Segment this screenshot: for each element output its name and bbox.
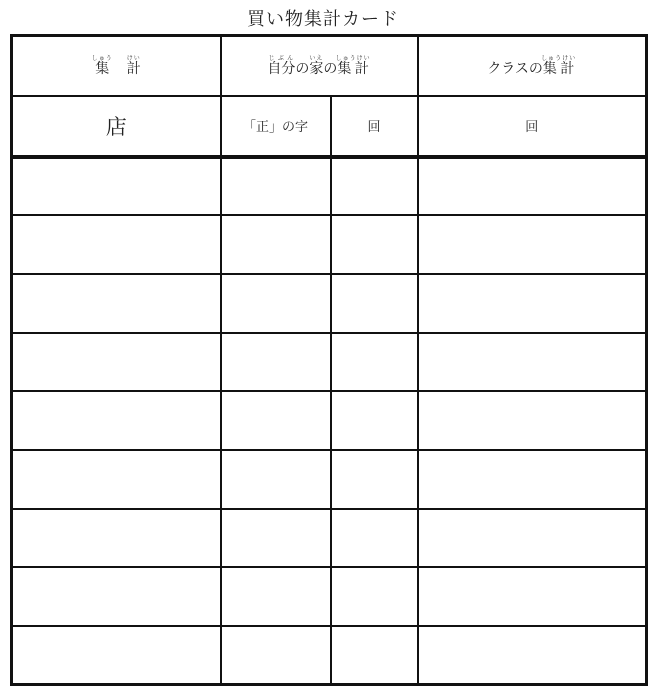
shop-cell[interactable]	[12, 626, 221, 685]
tally-cell[interactable]	[221, 567, 331, 626]
count-cell[interactable]	[331, 567, 418, 626]
count-cell[interactable]	[331, 274, 418, 333]
shop-cell[interactable]	[12, 333, 221, 392]
header-class-count-unit: 回	[418, 96, 647, 157]
tally-kanji-2: 計けい	[126, 55, 141, 78]
class-count-cell[interactable]	[418, 333, 647, 392]
tally-cell[interactable]	[221, 157, 331, 216]
header-shop: 店	[12, 96, 221, 157]
shop-cell[interactable]	[12, 509, 221, 568]
tally-cell[interactable]	[221, 274, 331, 333]
class-count-cell[interactable]	[418, 450, 647, 509]
tally-cell[interactable]	[221, 626, 331, 685]
entry-row	[12, 509, 647, 568]
count-cell[interactable]	[331, 450, 418, 509]
header-tally-char: 「正」の字	[221, 96, 331, 157]
header-count-unit: 回	[331, 96, 418, 157]
tally-cell[interactable]	[221, 450, 331, 509]
count-cell[interactable]	[331, 509, 418, 568]
count-cell[interactable]	[331, 215, 418, 274]
count-cell[interactable]	[331, 391, 418, 450]
count-cell[interactable]	[331, 333, 418, 392]
class-count-cell[interactable]	[418, 509, 647, 568]
tally-cell[interactable]	[221, 509, 331, 568]
entry-row	[12, 157, 647, 216]
shop-cell[interactable]	[12, 391, 221, 450]
class-count-cell[interactable]	[418, 215, 647, 274]
shop-cell[interactable]	[12, 274, 221, 333]
count-cell[interactable]	[331, 626, 418, 685]
tally-kanji-1: 集しゅう	[91, 55, 113, 78]
entry-row	[12, 450, 647, 509]
tally-cell[interactable]	[221, 391, 331, 450]
shop-cell[interactable]	[12, 157, 221, 216]
entry-row	[12, 274, 647, 333]
shop-cell[interactable]	[12, 450, 221, 509]
shop-cell[interactable]	[12, 215, 221, 274]
header-tally	[12, 36, 221, 97]
shop-cell[interactable]	[12, 567, 221, 626]
class-count-cell[interactable]	[418, 157, 647, 216]
entry-row	[12, 333, 647, 392]
shopping-tally-table	[10, 34, 648, 686]
entry-row	[12, 626, 647, 685]
tally-cell[interactable]	[221, 215, 331, 274]
class-count-cell[interactable]	[418, 274, 647, 333]
card-title: 買い物集計カード	[247, 9, 399, 30]
entry-row	[12, 567, 647, 626]
count-cell[interactable]	[331, 157, 418, 216]
class-count-cell[interactable]	[418, 391, 647, 450]
entry-row	[12, 215, 647, 274]
header-class-tally: クラスの集計しゅうけい	[418, 36, 647, 97]
header-row-columns	[12, 96, 647, 157]
class-count-cell[interactable]	[418, 626, 647, 685]
tally-cell[interactable]	[221, 333, 331, 392]
class-count-cell[interactable]	[418, 567, 647, 626]
header-row-group-titles	[12, 36, 647, 97]
header-own-family-tally: 自分じぶんの家いえの集計しゅうけい	[221, 36, 418, 97]
entry-row	[12, 391, 647, 450]
